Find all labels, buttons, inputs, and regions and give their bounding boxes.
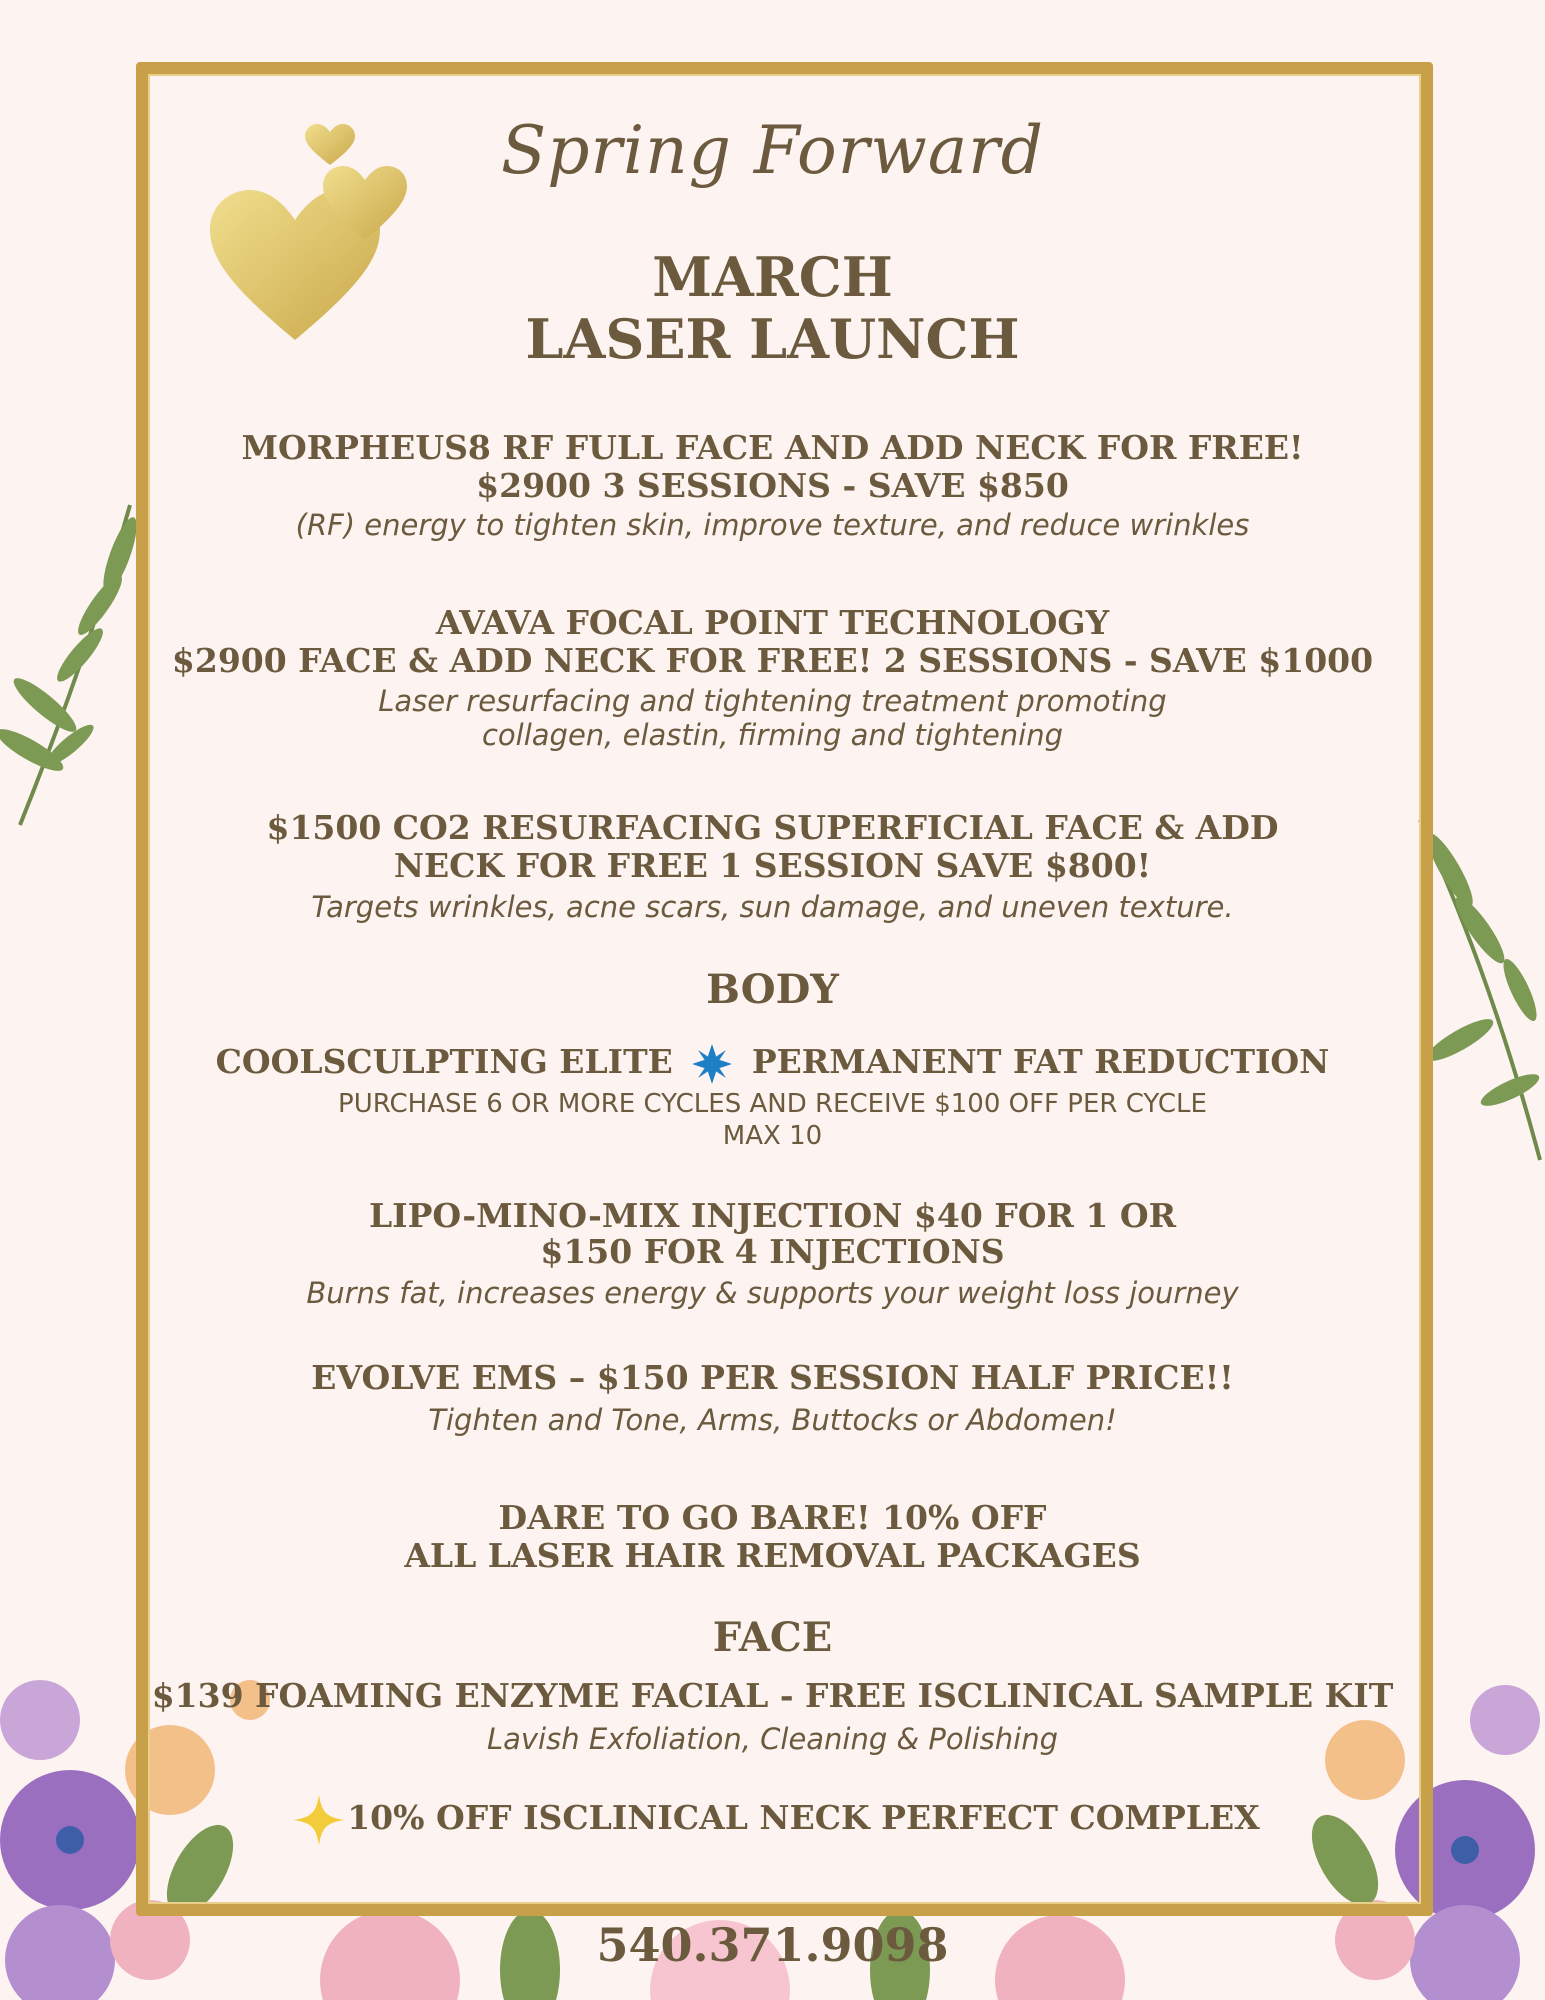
coolsculpting-benefit: PERMANENT FAT REDUCTION (751, 1042, 1330, 1081)
offer-morpheus-desc: (RF) energy to tighten skin, improve texture, and reduce wrinkles (295, 508, 1250, 542)
offer-lipo-desc: Burns fat, increases energy & supports your weight loss journey (306, 1276, 1239, 1310)
offer-facial-desc: Lavish Exfoliation, Cleaning & Polishing (486, 1722, 1059, 1756)
section-title-face: FACE (712, 1614, 833, 1661)
script-title: Spring Forward (501, 112, 1044, 189)
offer-facial-line: $139 FOAMING ENZYME FACIAL - FREE ISCLINICAL SAMPLE KIT (151, 1676, 1394, 1715)
offer-dare-line1: DARE TO GO BARE! 10% OFF (498, 1498, 1047, 1537)
offer-neck-line (0, 1792, 1545, 1848)
neck-offer-text: 10% OFF ISCLINICAL NECK PERFECT COMPLEX (347, 1798, 1260, 1837)
sparkle-icon (291, 1792, 347, 1848)
offer-co2-line1: $1500 CO2 RESURFACING SUPERFICIAL FACE & ADD (266, 808, 1279, 847)
offer-evolve-line: EVOLVE EMS – $150 PER SESSION HALF PRICE!! (311, 1358, 1234, 1397)
offer-evolve-desc: Tighten and Tone, Arms, Buttocks or Abdomen! (428, 1403, 1117, 1437)
title-month: MARCH (652, 245, 893, 309)
offer-avava-desc1: Laser resurfacing and tightening treatment promoting (378, 684, 1167, 718)
section-title-body: BODY (706, 966, 839, 1013)
offer-coolsculpting-desc1: PURCHASE 6 OR MORE CYCLES AND RECEIVE $100 OFF PER CYCLE (338, 1089, 1207, 1119)
offer-morpheus-line2: $2900 3 SESSIONS - SAVE $850 (476, 466, 1069, 505)
offer-avava-line2: $2900 FACE & ADD NECK FOR FREE! 2 SESSIONS - SAVE $1000 (171, 641, 1374, 680)
phone-number: 540.371.9098 (596, 1918, 949, 1972)
offer-avava-line1: AVAVA FOCAL POINT TECHNOLOGY (435, 603, 1110, 642)
offer-co2-desc: Targets wrinkles, acne scars, sun damage, and uneven texture. (311, 890, 1234, 924)
title-event: LASER LAUNCH (525, 307, 1020, 371)
snowflake-icon (690, 1042, 734, 1086)
offer-co2-line2: NECK FOR FREE 1 SESSION SAVE $800! (393, 846, 1152, 885)
offer-lipo-line1: LIPO-MINO-MIX INJECTION $40 FOR 1 OR (368, 1196, 1177, 1235)
coolsculpting-label: COOLSCULPTING ELITE (215, 1042, 673, 1081)
offer-avava-desc2: collagen, elastin, firming and tightening (481, 718, 1064, 752)
offer-dare-line2: ALL LASER HAIR REMOVAL PACKAGES (404, 1536, 1141, 1575)
offer-lipo-line2: $150 FOR 4 INJECTIONS (540, 1232, 1005, 1271)
offer-coolsculpting-line (0, 1042, 1545, 1086)
offer-morpheus-line1: MORPHEUS8 RF FULL FACE AND ADD NECK FOR FREE! (241, 428, 1304, 467)
offer-coolsculpting-desc2: MAX 10 (722, 1121, 823, 1151)
